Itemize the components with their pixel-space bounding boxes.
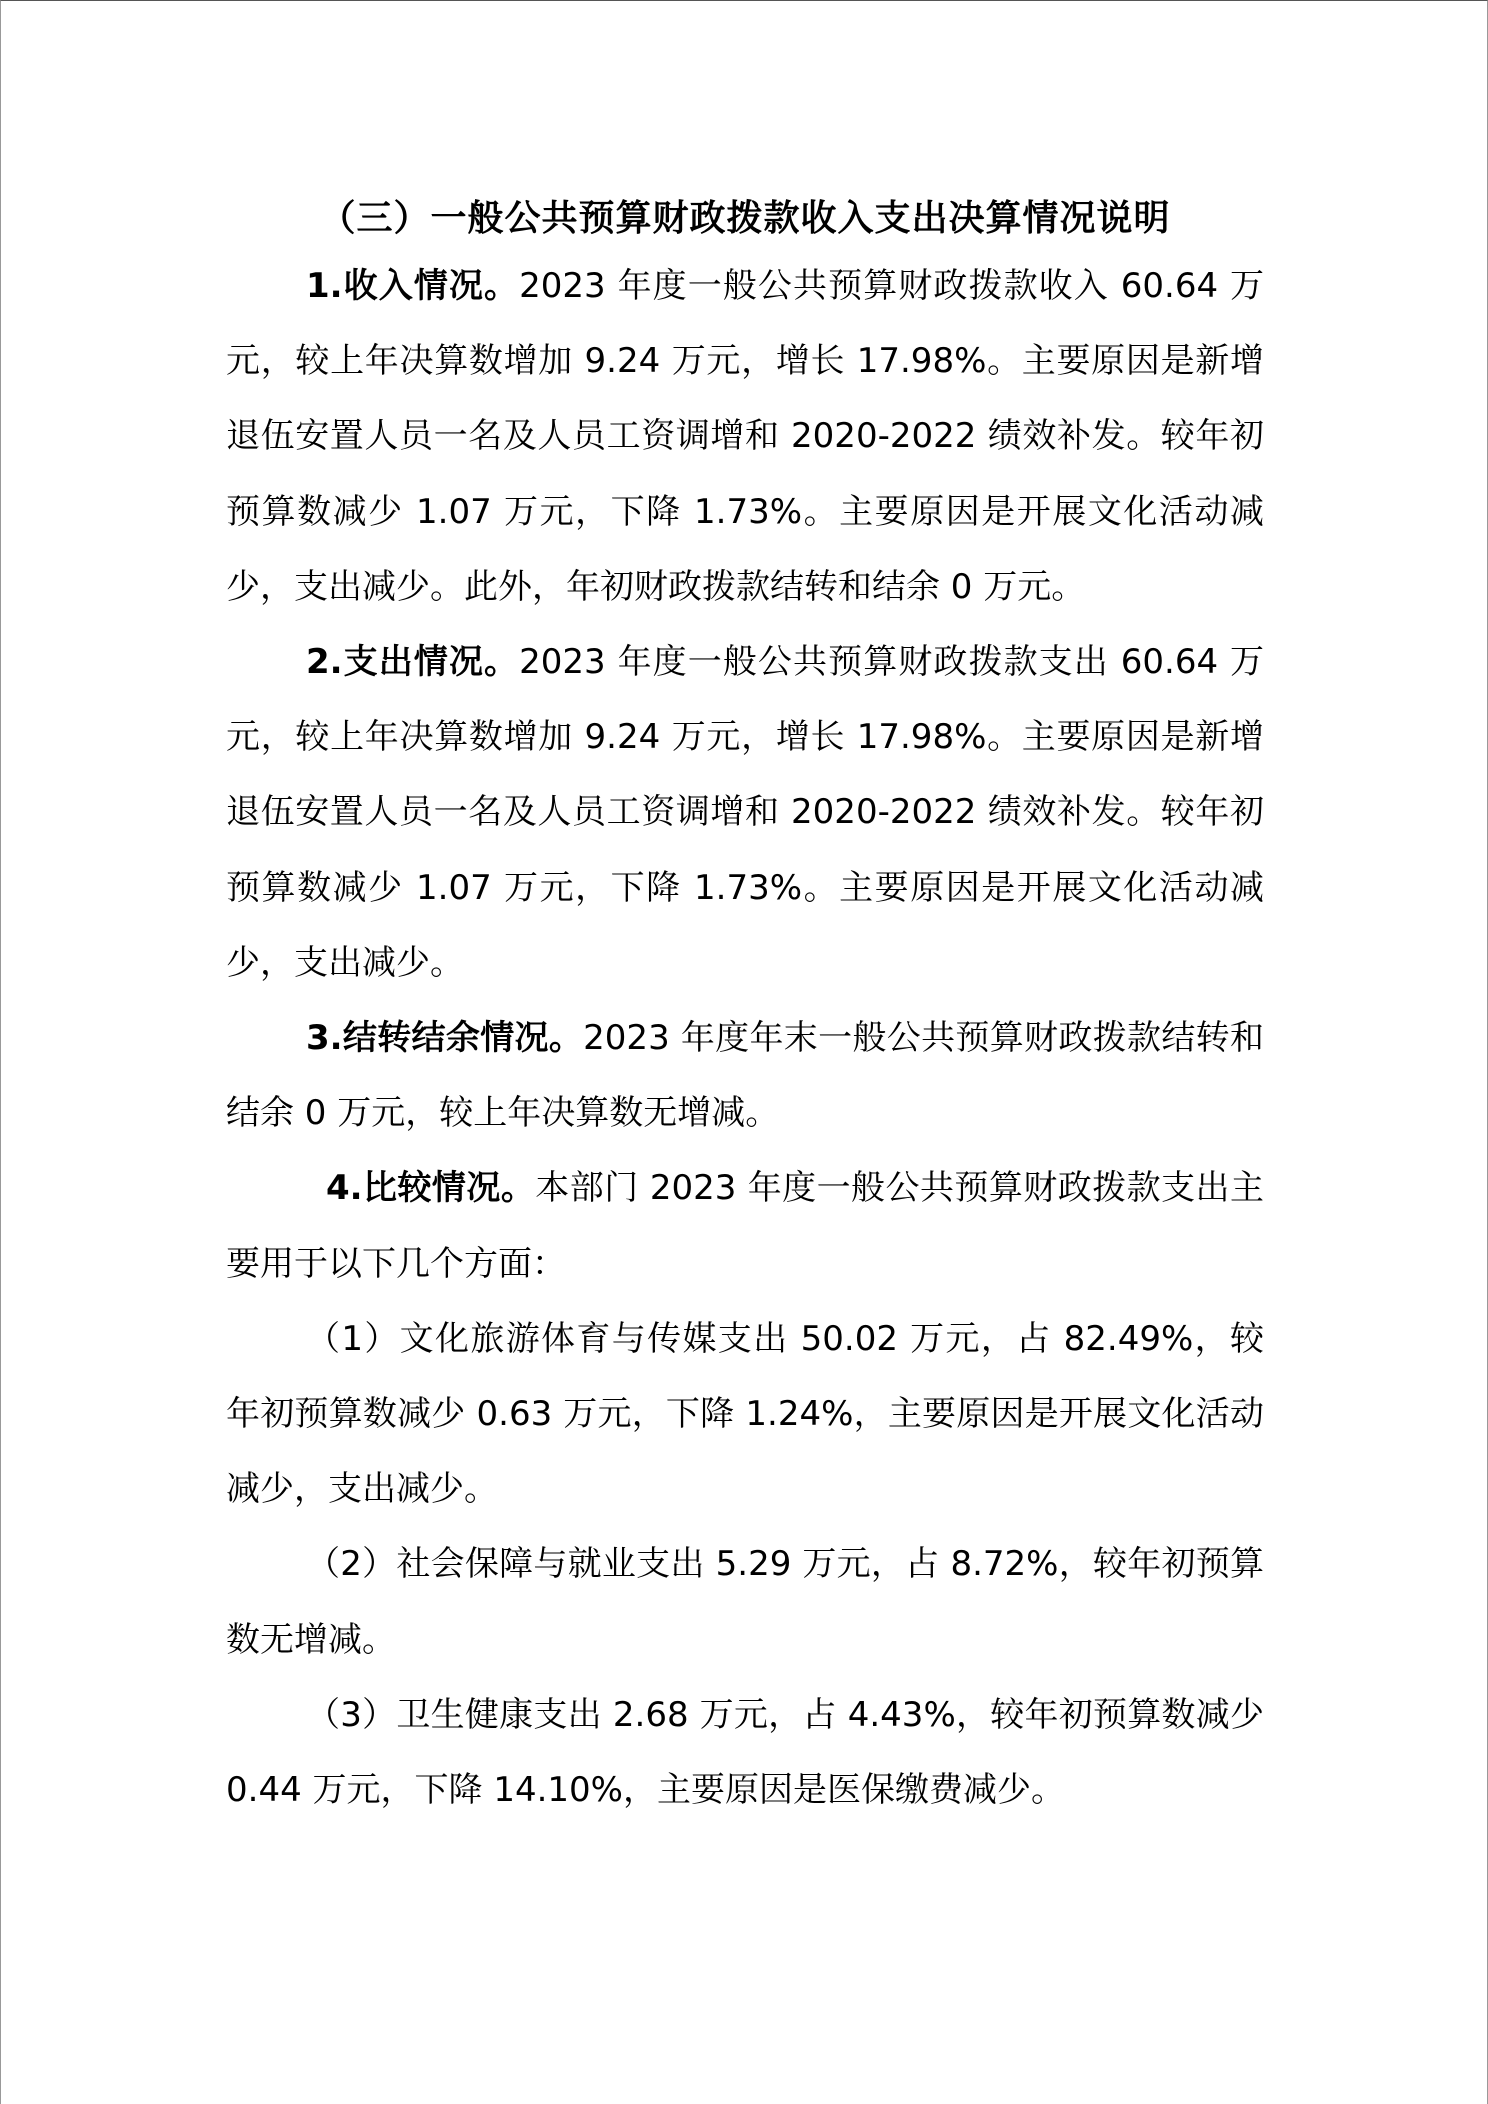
expenditure-paragraph xyxy=(226,625,1264,1001)
expenditure-heading-number: 2. xyxy=(306,642,343,683)
item-social-security: （2）社会保障与就业支出 5.29 万元，占 8.72%，较年初预算数无增减。 xyxy=(226,1544,1264,1660)
income-heading xyxy=(306,266,519,306)
comparison-heading-number: 4. xyxy=(326,1168,363,1209)
expenditure-heading-text: 支出情况。 xyxy=(342,642,520,683)
comparison-heading-text: 比较情况。 xyxy=(362,1168,536,1209)
item-health: （3）卫生健康支出 2.68 万元，占 4.43%，较年初预算数减少 0.44 万元，下降 14.10%，主要原因是医保缴费减少。 xyxy=(226,1694,1264,1811)
document-body xyxy=(226,187,1264,1828)
income-body: 2023 年度一般公共预算财政拨款收入 60.64 万元，较上年决算数增加 9.24 万元，增长 17.98%。主要原因是新增退伍安置人员一名及人员工资调增和 2020-2022 绩效补发。较年初预算数减少 1.07 万元，下降 1.73%。主要原因是开展文化活动减少，支出减少。此外，年初财政拨款结转和结余 0 万元。 xyxy=(226,266,1264,607)
income-paragraph xyxy=(226,249,1264,625)
section-title: （三）一般公共预算财政拨款收入支出决算情况说明 xyxy=(319,197,1171,239)
income-heading-text: 收入情况。 xyxy=(342,266,520,306)
carryover-heading-number: 3. xyxy=(306,1018,343,1059)
comparison-body: 本部门 2023 年度一般公共预算财政拨款支出主要用于以下几个方面： xyxy=(226,1168,1264,1284)
carryover-body: 2023 年度年末一般公共预算财政拨款结转和结余 0 万元，较上年决算数无增减。 xyxy=(226,1018,1264,1134)
carryover-paragraph xyxy=(226,1001,1264,1151)
item-culture-tourism: （1）文化旅游体育与传媒支出 50.02 万元，占 82.49%，较年初预算数减少 0.63 万元，下降 1.24%，主要原因是开展文化活动减少，支出减少。 xyxy=(226,1318,1264,1510)
expenditure-body: 2023 年度一般公共预算财政拨款支出 60.64 万元，较上年决算数增加 9.24 万元，增长 17.98%。主要原因是新增退伍安置人员一名及人员工资调增和 2020-2022 绩效补发。较年初预算数减少 1.07 万元，下降 1.73%。主要原因是开展文化活动减少，支出减少。 xyxy=(226,642,1264,983)
carryover-heading-text: 结转结余情况。 xyxy=(342,1018,584,1059)
comparison-heading xyxy=(326,1168,535,1208)
comparison-paragraph xyxy=(226,1151,1264,1301)
income-heading-number: 1. xyxy=(306,266,343,306)
carryover-heading xyxy=(306,1018,583,1058)
expenditure-heading xyxy=(306,642,519,682)
